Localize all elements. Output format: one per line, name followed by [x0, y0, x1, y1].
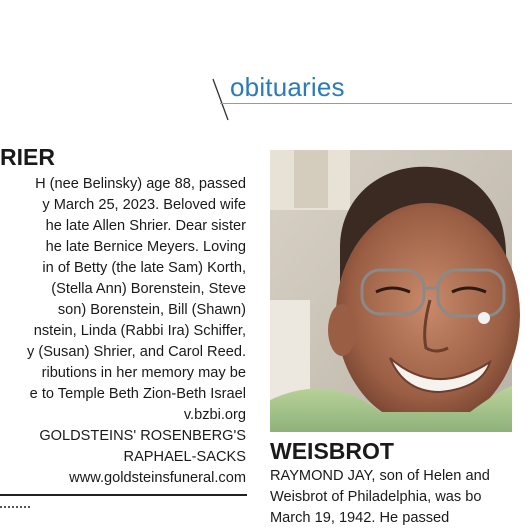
obituary-line: he late Allen Shrier. Dear sister	[45, 218, 246, 234]
obituary-name-right: WEISBROT	[270, 438, 394, 464]
header-slash	[213, 79, 228, 120]
funeral-home-subname: RAPHAEL-SACKS	[123, 449, 246, 465]
funeral-home-name: GOLDSTEINS' ROSENBERG'S	[39, 428, 246, 444]
obituary-line: v.bzbi.org	[183, 407, 246, 423]
obituary-line: March 19, 1942. He passed	[270, 510, 450, 526]
funeral-home-url: www.goldsteinsfuneral.com	[69, 470, 246, 486]
obituary-line: (Stella Ann) Borenstein, Steve	[51, 281, 246, 297]
cropped-text-edge	[0, 506, 30, 514]
obituary-line: he late Bernice Meyers. Loving	[45, 239, 246, 255]
obituary-photo	[270, 150, 512, 432]
obituary-line: H (nee Belinsky) age 88, passed	[35, 176, 246, 192]
obituary-body-right	[270, 466, 530, 529]
column-divider-rule	[0, 494, 247, 496]
obituary-body-left	[0, 174, 246, 489]
obituary-line: in of Betty (the late Sam) Korth,	[42, 260, 246, 276]
section-title: obituaries	[230, 72, 345, 102]
obituary-line: y March 25, 2023. Beloved wife	[42, 197, 246, 213]
obituary-line: y (Susan) Shrier, and Carol Reed.	[26, 344, 246, 360]
obituary-line: RAYMOND JAY, son of Helen and	[270, 468, 490, 484]
obituary-line: son) Borenstein, Bill (Shawn)	[57, 302, 246, 318]
portrait-illustration	[270, 150, 512, 432]
obituary-line: Weisbrot of Philadelphia, was bo	[270, 489, 482, 505]
obituary-line: nstein, Linda (Rabbi Ira) Schiffer,	[33, 323, 246, 339]
obituary-name-left: RIER	[0, 144, 55, 170]
obituary-line: ributions in her memory may be	[41, 365, 246, 381]
header-rule	[220, 103, 512, 104]
obituary-line: e to Temple Beth Zion-Beth Israel	[29, 386, 246, 402]
